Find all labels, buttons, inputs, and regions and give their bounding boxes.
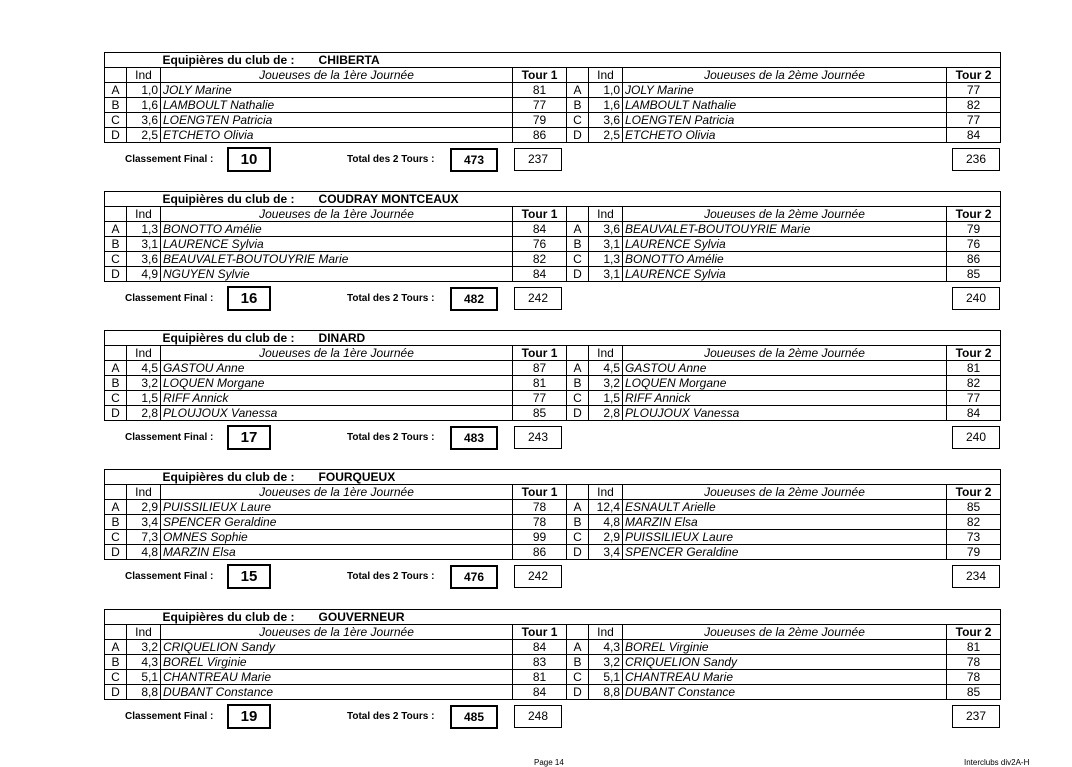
player-score: 77 <box>947 83 1001 98</box>
total-label: Total des 2 Tours : <box>347 154 435 165</box>
player-name: MARZIN Elsa <box>161 545 513 560</box>
player-index: 2,9 <box>589 530 623 545</box>
player-name: JOLY Marine <box>161 83 513 98</box>
player-index: 4,3 <box>127 655 161 670</box>
document-reference: Interclubs div2A-H <box>964 758 1030 767</box>
player-name: PUISSILIEUX Laure <box>161 500 513 515</box>
team-table <box>104 469 1001 560</box>
player-letter: B <box>105 515 127 530</box>
player-name: BEAUVALET-BOUTOUYRIE Marie <box>161 252 513 267</box>
player-score: 84 <box>513 685 567 700</box>
final-rank: 19 <box>227 704 271 729</box>
player-name: LOQUEN Morgane <box>161 376 513 391</box>
player-letter: C <box>105 530 127 545</box>
header-row <box>105 207 1001 222</box>
club-block <box>104 609 1000 732</box>
club-block <box>104 191 1000 314</box>
player-score: 87 <box>513 361 567 376</box>
player-name: BONOTTO Amélie <box>161 222 513 237</box>
club-prefix-label: Equipières du club de : <box>162 53 295 67</box>
player-letter: C <box>105 670 127 685</box>
club-prefix-label: Equipières du club de : <box>162 192 295 206</box>
player-name: LAURENCE Sylvia <box>623 267 947 282</box>
player-score: 83 <box>513 655 567 670</box>
club-name: FOURQUEUX <box>318 470 396 484</box>
player-score: 77 <box>513 98 567 113</box>
player-letter: D <box>567 267 589 282</box>
player-letter: C <box>567 252 589 267</box>
player-score: 81 <box>513 376 567 391</box>
player-name: BOREL Virginie <box>623 640 947 655</box>
player-row <box>105 515 1001 530</box>
player-letter: B <box>105 98 127 113</box>
col-ind-header: Ind <box>589 346 623 361</box>
player-index: 2,8 <box>127 406 161 421</box>
player-name: LOENGTEN Patricia <box>161 113 513 128</box>
player-name: CRIQUELION Sandy <box>623 655 947 670</box>
player-letter: A <box>567 83 589 98</box>
player-letter: A <box>105 361 127 376</box>
club-summary <box>104 147 1000 175</box>
col-ind-header: Ind <box>589 68 623 83</box>
player-score: 85 <box>947 685 1001 700</box>
player-row <box>105 406 1001 421</box>
player-score: 77 <box>947 113 1001 128</box>
player-index: 8,8 <box>127 685 161 700</box>
player-letter: B <box>105 376 127 391</box>
player-row <box>105 655 1001 670</box>
player-index: 4,5 <box>589 361 623 376</box>
player-index: 8,8 <box>589 685 623 700</box>
player-score: 77 <box>947 391 1001 406</box>
player-index: 4,5 <box>127 361 161 376</box>
player-index: 3,6 <box>127 113 161 128</box>
player-name: DUBANT Constance <box>623 685 947 700</box>
player-name: OMNES Sophie <box>161 530 513 545</box>
player-index: 4,9 <box>127 267 161 282</box>
player-row <box>105 685 1001 700</box>
player-letter: B <box>105 655 127 670</box>
col-ind-header: Ind <box>127 625 161 640</box>
col-j2-header: Joueuses de la 2ème Journée <box>623 485 947 500</box>
player-index: 1,0 <box>589 83 623 98</box>
player-name: LAMBOULT Nathalie <box>623 98 947 113</box>
club-name: CHIBERTA <box>318 53 380 67</box>
player-score: 73 <box>947 530 1001 545</box>
player-letter: A <box>567 361 589 376</box>
col-ind-header: Ind <box>127 485 161 500</box>
total-label: Total des 2 Tours : <box>347 432 435 443</box>
player-letter: D <box>105 128 127 143</box>
player-letter: D <box>567 406 589 421</box>
page-number: Page 14 <box>534 758 564 767</box>
tour1-total: 242 <box>514 287 562 310</box>
player-row <box>105 376 1001 391</box>
player-score: 81 <box>513 83 567 98</box>
player-name: BEAUVALET-BOUTOUYRIE Marie <box>623 222 947 237</box>
player-row <box>105 391 1001 406</box>
team-table <box>104 52 1001 143</box>
player-score: 82 <box>947 98 1001 113</box>
classement-label: Classement Final : <box>125 711 214 722</box>
player-name: ETCHETO Olivia <box>623 128 947 143</box>
player-index: 4,3 <box>589 640 623 655</box>
col-ind-header: Ind <box>127 346 161 361</box>
player-index: 4,8 <box>127 545 161 560</box>
player-letter: B <box>567 98 589 113</box>
col-t2-header: Tour 2 <box>947 68 1001 83</box>
player-score: 82 <box>947 376 1001 391</box>
player-letter: A <box>105 500 127 515</box>
col-ind-header: Ind <box>127 207 161 222</box>
player-letter: D <box>105 545 127 560</box>
club-title-row <box>105 331 1001 346</box>
player-score: 86 <box>513 545 567 560</box>
player-name: DUBANT Constance <box>161 685 513 700</box>
player-index: 3,4 <box>589 545 623 560</box>
player-index: 7,3 <box>127 530 161 545</box>
player-score: 99 <box>513 530 567 545</box>
player-score: 81 <box>947 361 1001 376</box>
player-index: 4,8 <box>589 515 623 530</box>
club-name: COUDRAY MONTCEAUX <box>318 192 459 206</box>
col-j1-header: Joueuses de la 1ère Journée <box>161 68 513 83</box>
player-index: 1,6 <box>127 98 161 113</box>
club-prefix-label: Equipières du club de : <box>162 470 295 484</box>
player-index: 3,2 <box>589 376 623 391</box>
col-t2-header: Tour 2 <box>947 346 1001 361</box>
team-table <box>104 191 1001 282</box>
player-name: ESNAULT Arielle <box>623 500 947 515</box>
player-name: NGUYEN Sylvie <box>161 267 513 282</box>
player-score: 78 <box>513 500 567 515</box>
classement-label: Classement Final : <box>125 432 214 443</box>
player-letter: A <box>105 640 127 655</box>
player-index: 2,5 <box>127 128 161 143</box>
player-row <box>105 267 1001 282</box>
club-title-row <box>105 610 1001 625</box>
total-two-rounds: 482 <box>450 287 498 311</box>
tour1-total: 243 <box>514 426 562 449</box>
player-name: GASTOU Anne <box>161 361 513 376</box>
player-letter: C <box>567 670 589 685</box>
club-prefix-label: Equipières du club de : <box>162 331 295 345</box>
col-t1-header: Tour 1 <box>513 346 567 361</box>
player-name: LOENGTEN Patricia <box>623 113 947 128</box>
player-letter: B <box>567 515 589 530</box>
header-row <box>105 346 1001 361</box>
final-rank: 16 <box>227 286 271 311</box>
col-ind-header: Ind <box>589 485 623 500</box>
player-row <box>105 500 1001 515</box>
player-name: PLOUJOUX Vanessa <box>623 406 947 421</box>
header-row <box>105 68 1001 83</box>
player-score: 77 <box>513 391 567 406</box>
player-index: 3,2 <box>589 655 623 670</box>
club-block <box>104 330 1000 453</box>
player-name: CHANTREAU Marie <box>161 670 513 685</box>
club-prefix-label: Equipières du club de : <box>162 610 295 624</box>
player-score: 78 <box>947 655 1001 670</box>
player-score: 84 <box>947 128 1001 143</box>
player-name: LAURENCE Sylvia <box>623 237 947 252</box>
club-title-row <box>105 192 1001 207</box>
player-name: CRIQUELION Sandy <box>161 640 513 655</box>
team-table <box>104 330 1001 421</box>
col-j1-header: Joueuses de la 1ère Journée <box>161 207 513 222</box>
player-row <box>105 98 1001 113</box>
player-index: 3,4 <box>127 515 161 530</box>
player-name: ETCHETO Olivia <box>161 128 513 143</box>
player-row <box>105 83 1001 98</box>
player-row <box>105 670 1001 685</box>
player-score: 86 <box>513 128 567 143</box>
player-letter: A <box>567 222 589 237</box>
player-letter: A <box>105 222 127 237</box>
player-index: 5,1 <box>127 670 161 685</box>
player-letter: B <box>567 237 589 252</box>
player-index: 3,6 <box>589 222 623 237</box>
total-two-rounds: 473 <box>450 148 498 172</box>
player-index: 1,5 <box>589 391 623 406</box>
tour1-total: 242 <box>514 565 562 588</box>
col-t2-header: Tour 2 <box>947 207 1001 222</box>
player-index: 3,1 <box>589 237 623 252</box>
player-score: 81 <box>947 640 1001 655</box>
player-row <box>105 252 1001 267</box>
player-index: 5,1 <box>589 670 623 685</box>
player-index: 2,8 <box>589 406 623 421</box>
player-score: 79 <box>947 545 1001 560</box>
col-t1-header: Tour 1 <box>513 207 567 222</box>
col-ind-header: Ind <box>589 207 623 222</box>
col-ind-header: Ind <box>589 625 623 640</box>
player-name: GASTOU Anne <box>623 361 947 376</box>
player-index: 12,4 <box>589 500 623 515</box>
club-block <box>104 52 1000 175</box>
player-score: 79 <box>947 222 1001 237</box>
player-letter: B <box>105 237 127 252</box>
player-index: 1,3 <box>589 252 623 267</box>
player-letter: C <box>105 113 127 128</box>
player-name: LAMBOULT Nathalie <box>161 98 513 113</box>
player-name: SPENCER Geraldine <box>623 545 947 560</box>
player-letter: C <box>105 252 127 267</box>
header-row <box>105 485 1001 500</box>
player-letter: A <box>567 640 589 655</box>
player-letter: C <box>567 530 589 545</box>
player-index: 2,9 <box>127 500 161 515</box>
player-name: JOLY Marine <box>623 83 947 98</box>
player-row <box>105 222 1001 237</box>
club-name: GOUVERNEUR <box>318 610 405 624</box>
player-name: PLOUJOUX Vanessa <box>161 406 513 421</box>
player-name: CHANTREAU Marie <box>623 670 947 685</box>
player-index: 1,5 <box>127 391 161 406</box>
player-score: 86 <box>947 252 1001 267</box>
tour1-total: 248 <box>514 705 562 728</box>
player-score: 78 <box>513 515 567 530</box>
player-score: 76 <box>513 237 567 252</box>
player-letter: C <box>567 113 589 128</box>
final-rank: 15 <box>227 564 271 589</box>
player-score: 84 <box>513 267 567 282</box>
player-row <box>105 237 1001 252</box>
player-row <box>105 545 1001 560</box>
team-table <box>104 609 1001 700</box>
player-score: 82 <box>947 515 1001 530</box>
total-two-rounds: 485 <box>450 705 498 729</box>
player-score: 84 <box>513 640 567 655</box>
player-letter: C <box>105 391 127 406</box>
classement-label: Classement Final : <box>125 293 214 304</box>
player-index: 3,1 <box>127 237 161 252</box>
tour2-total: 240 <box>952 426 1000 449</box>
col-ind-header: Ind <box>127 68 161 83</box>
header-row <box>105 625 1001 640</box>
player-row <box>105 640 1001 655</box>
player-letter: D <box>105 267 127 282</box>
col-j2-header: Joueuses de la 2ème Journée <box>623 625 947 640</box>
player-score: 85 <box>513 406 567 421</box>
player-index: 1,0 <box>127 83 161 98</box>
final-rank: 17 <box>227 425 271 450</box>
club-title-row <box>105 53 1001 68</box>
classement-label: Classement Final : <box>125 154 214 165</box>
player-score: 82 <box>513 252 567 267</box>
club-summary <box>104 704 1000 732</box>
player-row <box>105 361 1001 376</box>
classement-label: Classement Final : <box>125 571 214 582</box>
player-score: 84 <box>947 406 1001 421</box>
player-name: RIFF Annick <box>161 391 513 406</box>
player-score: 85 <box>947 500 1001 515</box>
player-letter: A <box>105 83 127 98</box>
total-label: Total des 2 Tours : <box>347 711 435 722</box>
col-t1-header: Tour 1 <box>513 485 567 500</box>
total-two-rounds: 476 <box>450 565 498 589</box>
player-letter: D <box>567 545 589 560</box>
tour2-total: 234 <box>952 565 1000 588</box>
col-t1-header: Tour 1 <box>513 68 567 83</box>
club-title-row <box>105 470 1001 485</box>
player-name: BONOTTO Amélie <box>623 252 947 267</box>
player-letter: B <box>567 376 589 391</box>
col-j2-header: Joueuses de la 2ème Journée <box>623 68 947 83</box>
player-row <box>105 128 1001 143</box>
col-j2-header: Joueuses de la 2ème Journée <box>623 207 947 222</box>
col-j1-header: Joueuses de la 1ère Journée <box>161 625 513 640</box>
player-letter: C <box>567 391 589 406</box>
player-name: SPENCER Geraldine <box>161 515 513 530</box>
player-index: 3,6 <box>127 252 161 267</box>
col-j1-header: Joueuses de la 1ère Journée <box>161 485 513 500</box>
player-row <box>105 530 1001 545</box>
tour2-total: 237 <box>952 705 1000 728</box>
player-index: 3,1 <box>589 267 623 282</box>
total-label: Total des 2 Tours : <box>347 293 435 304</box>
tour2-total: 236 <box>952 148 1000 171</box>
player-name: RIFF Annick <box>623 391 947 406</box>
player-letter: D <box>105 685 127 700</box>
player-index: 3,6 <box>589 113 623 128</box>
player-score: 79 <box>513 113 567 128</box>
col-j2-header: Joueuses de la 2ème Journée <box>623 346 947 361</box>
tour1-total: 237 <box>514 148 562 171</box>
player-index: 3,2 <box>127 640 161 655</box>
total-two-rounds: 483 <box>450 426 498 450</box>
player-name: BOREL Virginie <box>161 655 513 670</box>
player-score: 76 <box>947 237 1001 252</box>
club-summary <box>104 564 1000 592</box>
player-letter: D <box>105 406 127 421</box>
player-letter: D <box>567 685 589 700</box>
player-index: 1,6 <box>589 98 623 113</box>
player-score: 78 <box>947 670 1001 685</box>
player-letter: A <box>567 500 589 515</box>
col-j1-header: Joueuses de la 1ère Journée <box>161 346 513 361</box>
col-t2-header: Tour 2 <box>947 625 1001 640</box>
player-index: 1,3 <box>127 222 161 237</box>
col-t1-header: Tour 1 <box>513 625 567 640</box>
player-name: LAURENCE Sylvia <box>161 237 513 252</box>
total-label: Total des 2 Tours : <box>347 571 435 582</box>
final-rank: 10 <box>227 147 271 172</box>
player-index: 3,2 <box>127 376 161 391</box>
club-name: DINARD <box>318 331 366 345</box>
player-score: 85 <box>947 267 1001 282</box>
player-letter: D <box>567 128 589 143</box>
col-t2-header: Tour 2 <box>947 485 1001 500</box>
player-index: 2,5 <box>589 128 623 143</box>
player-name: PUISSILIEUX Laure <box>623 530 947 545</box>
player-letter: B <box>567 655 589 670</box>
player-score: 84 <box>513 222 567 237</box>
club-block <box>104 469 1000 592</box>
club-summary <box>104 425 1000 453</box>
player-row <box>105 113 1001 128</box>
club-summary <box>104 286 1000 314</box>
player-name: MARZIN Elsa <box>623 515 947 530</box>
player-score: 81 <box>513 670 567 685</box>
tour2-total: 240 <box>952 287 1000 310</box>
player-name: LOQUEN Morgane <box>623 376 947 391</box>
